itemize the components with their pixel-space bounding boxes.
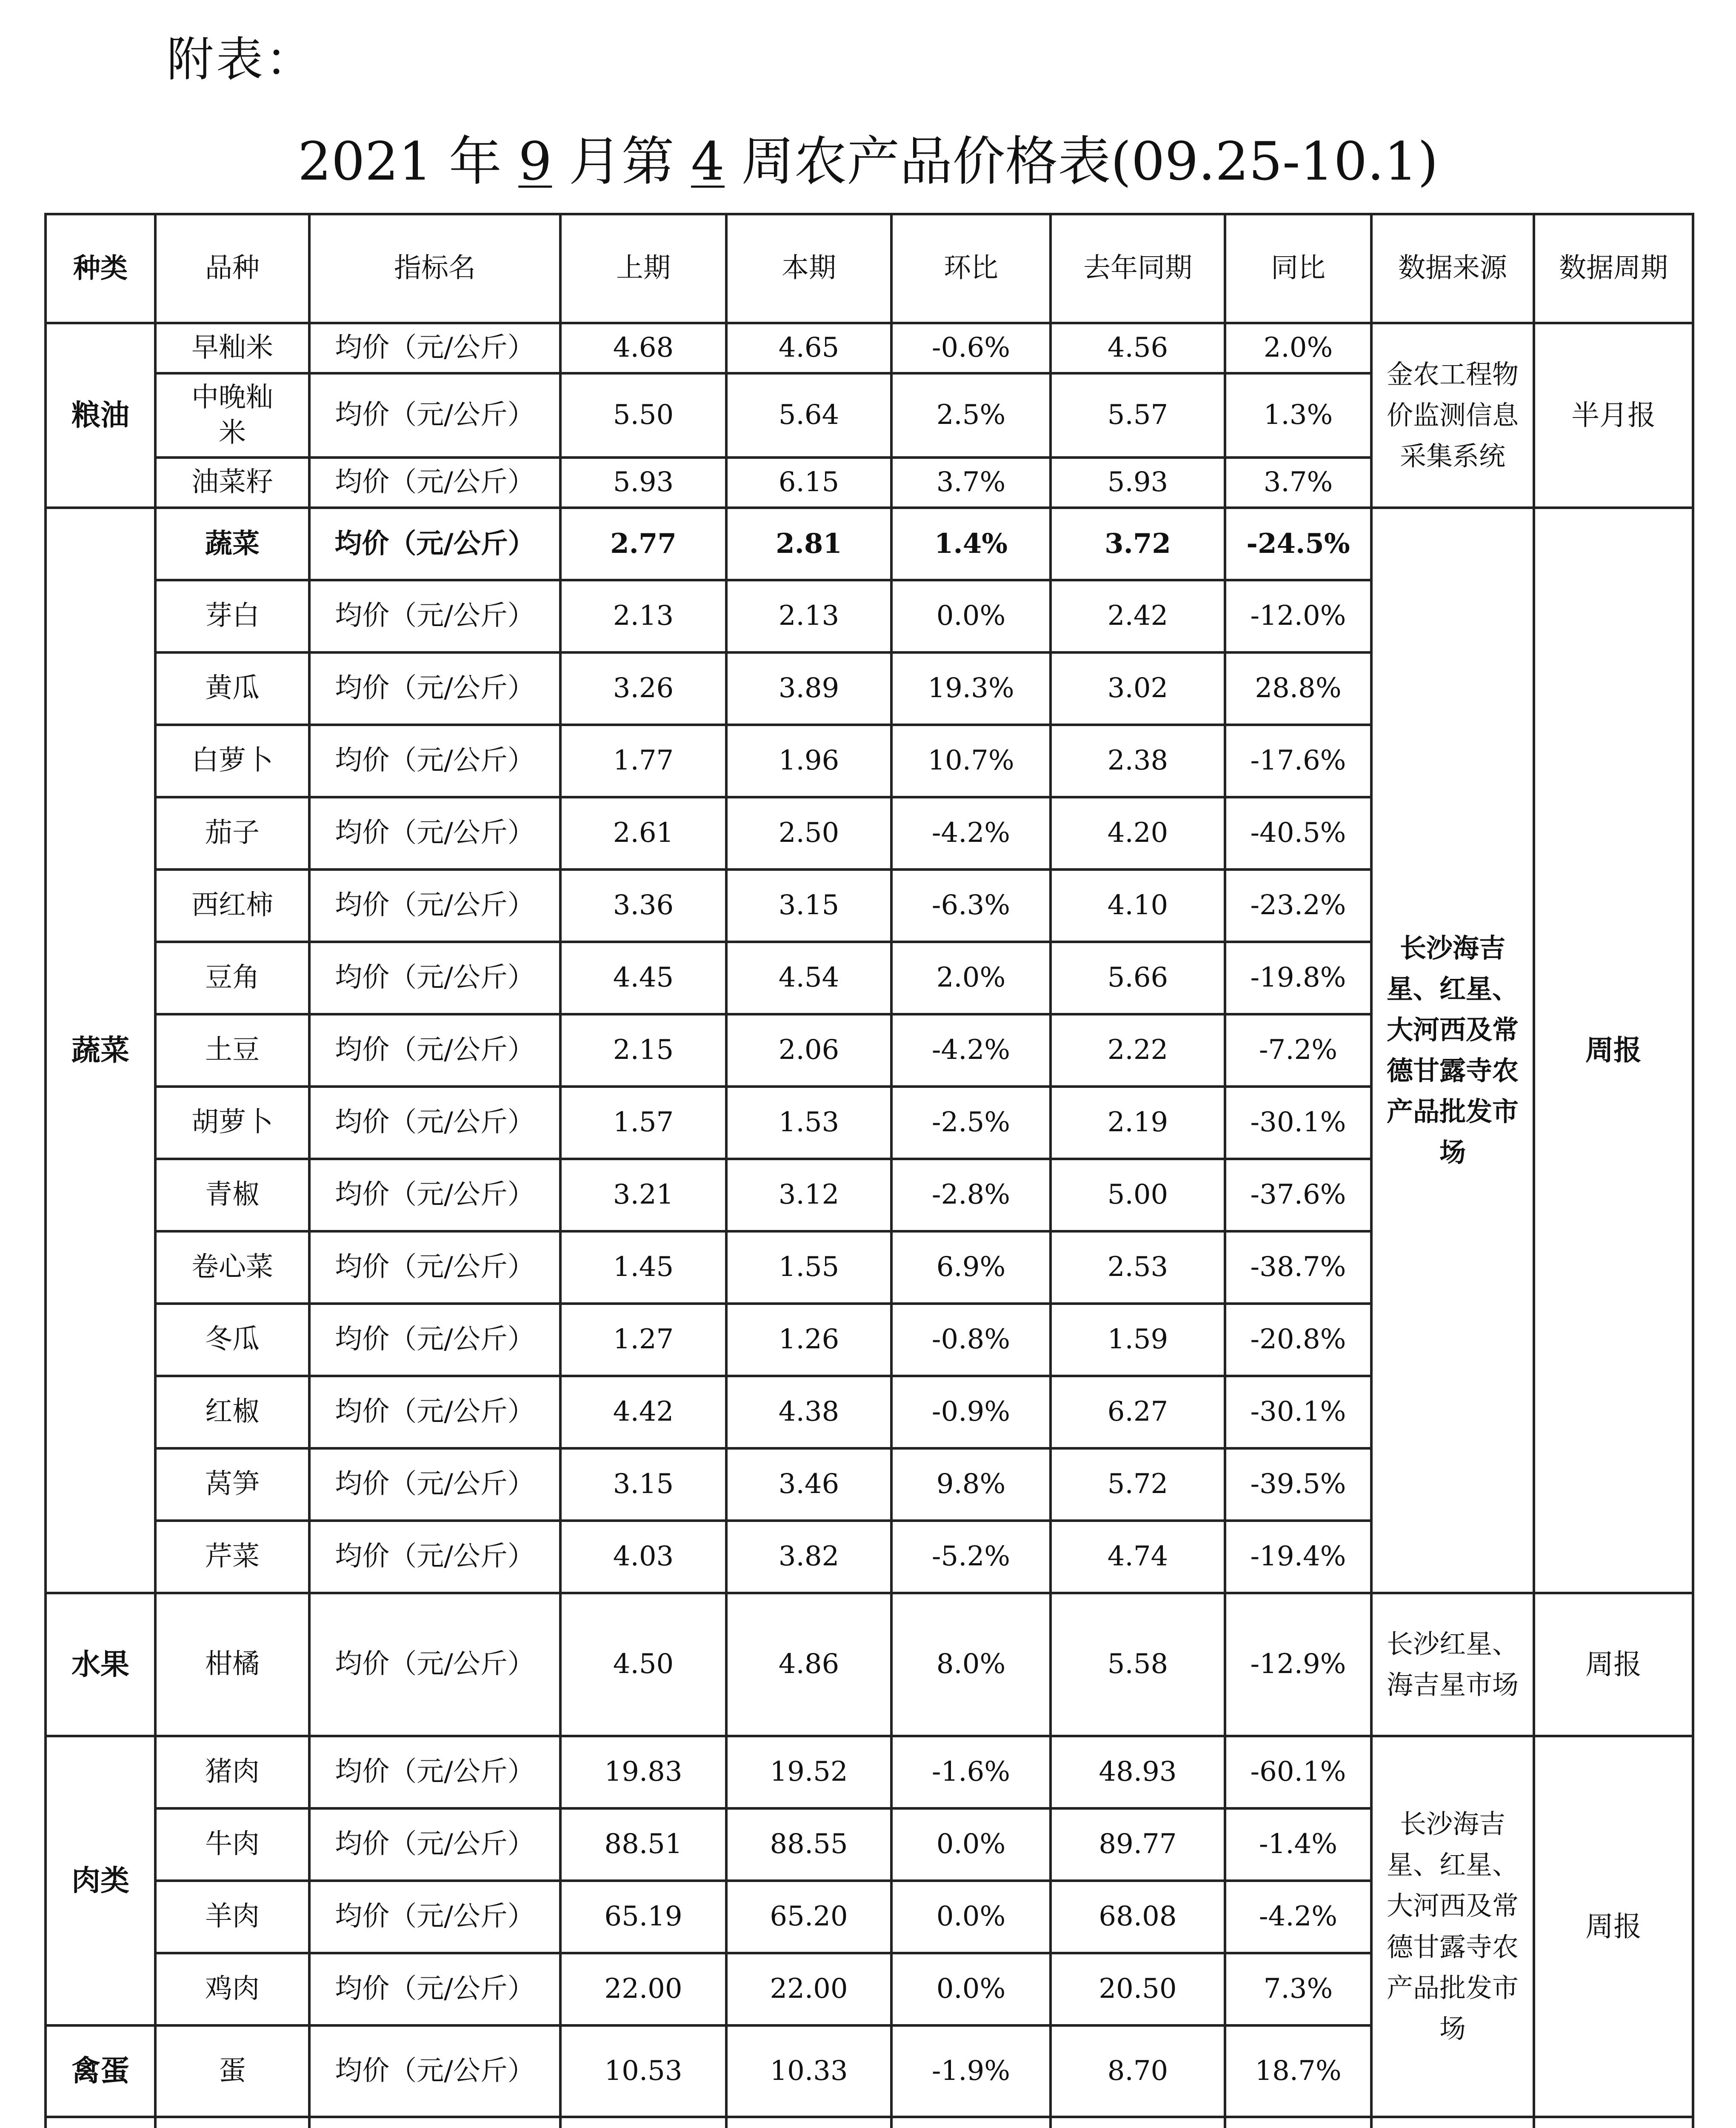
- mom-cell: 8.0%: [891, 1593, 1051, 1736]
- period-cell: 周报: [1534, 1736, 1693, 2117]
- table-row: [46, 323, 1693, 373]
- last-year-cell: 4.20: [1051, 797, 1225, 870]
- indicator-cell: 均价（元/公斤）: [309, 870, 560, 942]
- curr-cell: 4.38: [726, 1376, 891, 1448]
- mom-cell: 9.8%: [891, 1448, 1051, 1521]
- prev-cell: 1.45: [560, 1231, 726, 1304]
- header-cell-yoy: 同比: [1225, 214, 1371, 323]
- curr-cell: 19.52: [726, 1736, 891, 1808]
- prev-cell: 1.77: [560, 725, 726, 797]
- indicator-cell: 均价（元/公斤）: [309, 1593, 560, 1736]
- yoy-cell: -38.7%: [1225, 1231, 1371, 1304]
- period-cell: 半月报: [1534, 323, 1693, 508]
- mom-cell: -1.6%: [891, 1736, 1051, 1808]
- mom-cell: 0.0%: [891, 1953, 1051, 2025]
- yoy-cell: -17.6%: [1225, 725, 1371, 797]
- mom-cell: 1.4%: [891, 508, 1051, 580]
- variety-cell: 羊肉: [155, 1881, 309, 1953]
- category-cell: 水果: [46, 1593, 155, 1736]
- indicator-cell: 均价（元/公斤）: [309, 1087, 560, 1159]
- prev-cell: 1.27: [560, 1304, 726, 1376]
- variety-cell: 牛肉: [155, 1808, 309, 1881]
- indicator-cell: 均价（元/公斤）: [309, 1159, 560, 1231]
- source-cell: 长沙海吉星、红星、大河西及常德甘露寺农产品批发市场: [1371, 1736, 1534, 2117]
- indicator-cell: 均价（元/公斤）: [309, 652, 560, 725]
- variety-cell: 油菜籽: [155, 458, 309, 508]
- curr-cell: 10.33: [726, 2025, 891, 2117]
- header-cell-mom: 环比: [891, 214, 1051, 323]
- prev-cell: 2.61: [560, 797, 726, 870]
- prev-cell: 4.68: [560, 323, 726, 373]
- yoy-cell: -60.1%: [1225, 1736, 1371, 1808]
- last-year-cell: 4.10: [1051, 870, 1225, 942]
- indicator-cell: 均价（元/公斤）: [309, 1881, 560, 1953]
- prev-cell: 22.00: [560, 1953, 726, 2025]
- yoy-cell: -30.1%: [1225, 1087, 1371, 1159]
- mom-cell: 3.7%: [891, 458, 1051, 508]
- curr-cell: 2.81: [726, 508, 891, 580]
- page-title: [0, 119, 1736, 195]
- curr-cell: 2.50: [726, 797, 891, 870]
- last-year-cell: [1051, 2117, 1225, 2128]
- curr-cell: 3.82: [726, 1521, 891, 1593]
- category-cell: [46, 2117, 155, 2128]
- indicator-cell: 均价（元/公斤）: [309, 508, 560, 580]
- yoy-cell: -12.0%: [1225, 580, 1371, 652]
- header-cell-prev: 上期: [560, 214, 726, 323]
- variety-cell: 莴笋: [155, 1448, 309, 1521]
- last-year-cell: 4.74: [1051, 1521, 1225, 1593]
- header-cell-category: 种类: [46, 214, 155, 323]
- last-year-cell: 5.93: [1051, 458, 1225, 508]
- category-cell: 禽蛋: [46, 2025, 155, 2117]
- source-cell: 长沙海吉星、红星、大河西及常德甘露寺农产品批发市场: [1371, 508, 1534, 1593]
- prev-cell: 19.83: [560, 1736, 726, 1808]
- indicator-cell: 均价（元/公斤）: [309, 1521, 560, 1593]
- variety-cell: 豆角: [155, 942, 309, 1014]
- mom-cell: -1.9%: [891, 2025, 1051, 2117]
- last-year-cell: 5.57: [1051, 373, 1225, 458]
- period-cell: 周报: [1534, 1593, 1693, 1736]
- prev-cell: 1.57: [560, 1087, 726, 1159]
- yoy-cell: [1225, 2117, 1371, 2128]
- last-year-cell: 48.93: [1051, 1736, 1225, 1808]
- mom-cell: -2.5%: [891, 1087, 1051, 1159]
- last-year-cell: 3.02: [1051, 652, 1225, 725]
- header-cell-source: 数据来源: [1371, 214, 1534, 323]
- yoy-cell: -19.4%: [1225, 1521, 1371, 1593]
- prev-cell: 4.45: [560, 942, 726, 1014]
- variety-cell: 猪肉: [155, 1736, 309, 1808]
- table-body: [46, 323, 1693, 2128]
- mom-cell: 0.0%: [891, 1881, 1051, 1953]
- variety-cell: 茄子: [155, 797, 309, 870]
- mom-cell: -2.8%: [891, 1159, 1051, 1231]
- indicator-cell: 均价（元/公斤）: [309, 580, 560, 652]
- prev-cell: 2.15: [560, 1014, 726, 1087]
- curr-cell: 22.00: [726, 1953, 891, 2025]
- indicator-cell: 均价（元/公斤）: [309, 725, 560, 797]
- yoy-cell: -39.5%: [1225, 1448, 1371, 1521]
- yoy-cell: 28.8%: [1225, 652, 1371, 725]
- curr-cell: 4.86: [726, 1593, 891, 1736]
- mom-cell: -6.3%: [891, 870, 1051, 942]
- mom-cell: 0.0%: [891, 580, 1051, 652]
- indicator-cell: 均价（元/公斤）: [309, 942, 560, 1014]
- variety-cell: 蔬菜: [155, 508, 309, 580]
- yoy-cell: -23.2%: [1225, 870, 1371, 942]
- last-year-cell: 5.58: [1051, 1593, 1225, 1736]
- curr-cell: 1.53: [726, 1087, 891, 1159]
- curr-cell: 1.55: [726, 1231, 891, 1304]
- mom-cell: 19.3%: [891, 652, 1051, 725]
- yoy-cell: -12.9%: [1225, 1593, 1371, 1736]
- variety-cell: 胡萝卜: [155, 1087, 309, 1159]
- mom-cell: 2.0%: [891, 942, 1051, 1014]
- prev-cell: 10.53: [560, 2025, 726, 2117]
- variety-cell: 芹菜: [155, 1521, 309, 1593]
- category-cell: 肉类: [46, 1736, 155, 2025]
- yoy-cell: -30.1%: [1225, 1376, 1371, 1448]
- indicator-cell: 均价（元/公斤）: [309, 1808, 560, 1881]
- title-year-prefix: 2021 年: [297, 131, 519, 192]
- source-cell: [1371, 2117, 1534, 2128]
- mom-cell: -4.2%: [891, 1014, 1051, 1087]
- mom-cell: -0.8%: [891, 1304, 1051, 1376]
- last-year-cell: 2.53: [1051, 1231, 1225, 1304]
- prev-cell: 3.15: [560, 1448, 726, 1521]
- table-row: [46, 1593, 1693, 1736]
- yoy-cell: -37.6%: [1225, 1159, 1371, 1231]
- curr-cell: 6.15: [726, 458, 891, 508]
- last-year-cell: 2.38: [1051, 725, 1225, 797]
- mom-cell: 10.7%: [891, 725, 1051, 797]
- yoy-cell: -1.4%: [1225, 1808, 1371, 1881]
- indicator-cell: 均价（元/公斤）: [309, 373, 560, 458]
- variety-cell: 柑橘: [155, 1593, 309, 1736]
- curr-cell: 2.13: [726, 580, 891, 652]
- mom-cell: -5.2%: [891, 1521, 1051, 1593]
- indicator-cell: 均价（元/公斤）: [309, 1014, 560, 1087]
- indicator-cell: 均价（元/公斤）: [309, 323, 560, 373]
- mom-cell: 6.9%: [891, 1231, 1051, 1304]
- table-row: [46, 1736, 1693, 1808]
- yoy-cell: 3.7%: [1225, 458, 1371, 508]
- mom-cell: 2.5%: [891, 373, 1051, 458]
- prev-cell: [560, 2117, 726, 2128]
- curr-cell: 2.06: [726, 1014, 891, 1087]
- last-year-cell: 20.50: [1051, 1953, 1225, 2025]
- period-cell: 周报: [1534, 508, 1693, 1593]
- prev-cell: 4.50: [560, 1593, 726, 1736]
- source-cell: 长沙红星、海吉星市场: [1371, 1593, 1534, 1736]
- indicator-cell: 均价（元/公斤）: [309, 1448, 560, 1521]
- prev-cell: 88.51: [560, 1808, 726, 1881]
- prev-cell: 2.77: [560, 508, 726, 580]
- last-year-cell: 5.72: [1051, 1448, 1225, 1521]
- last-year-cell: 89.77: [1051, 1808, 1225, 1881]
- last-year-cell: 2.19: [1051, 1087, 1225, 1159]
- last-year-cell: 3.72: [1051, 508, 1225, 580]
- title-week-suffix: 周农产品价格表(09.25-10.1): [724, 131, 1439, 192]
- variety-cell: 白萝卜: [155, 725, 309, 797]
- table-row: [46, 508, 1693, 580]
- last-year-cell: 68.08: [1051, 1881, 1225, 1953]
- yoy-cell: -19.8%: [1225, 942, 1371, 1014]
- curr-cell: 3.15: [726, 870, 891, 942]
- title-month: 9: [518, 131, 552, 192]
- variety-cell: 中晚籼米: [155, 373, 309, 458]
- mom-cell: [891, 2117, 1051, 2128]
- indicator-cell: 均价（元/公斤）: [309, 2025, 560, 2117]
- variety-cell: 西红柿: [155, 870, 309, 942]
- header-cell-period: 数据周期: [1534, 214, 1693, 323]
- curr-cell: 3.46: [726, 1448, 891, 1521]
- indicator-cell: 均价（元/公斤）: [309, 458, 560, 508]
- yoy-cell: -24.5%: [1225, 508, 1371, 580]
- curr-cell: 1.26: [726, 1304, 891, 1376]
- mom-cell: 0.0%: [891, 1808, 1051, 1881]
- variety-cell: 黄瓜: [155, 652, 309, 725]
- last-year-cell: 2.42: [1051, 580, 1225, 652]
- mom-cell: -4.2%: [891, 797, 1051, 870]
- yoy-cell: -40.5%: [1225, 797, 1371, 870]
- curr-cell: 3.12: [726, 1159, 891, 1231]
- prev-cell: 4.42: [560, 1376, 726, 1448]
- header-cell-last-year: 去年同期: [1051, 214, 1225, 323]
- variety-cell: 卷心菜: [155, 1231, 309, 1304]
- curr-cell: 3.89: [726, 652, 891, 725]
- variety-cell: 芽白: [155, 580, 309, 652]
- indicator-cell: [309, 2117, 560, 2128]
- header-cell-curr: 本期: [726, 214, 891, 323]
- prev-cell: 3.26: [560, 652, 726, 725]
- yoy-cell: -4.2%: [1225, 1881, 1371, 1953]
- category-cell: 蔬菜: [46, 508, 155, 1593]
- variety-cell: [155, 2117, 309, 2128]
- yoy-cell: -7.2%: [1225, 1014, 1371, 1087]
- category-cell: 粮油: [46, 323, 155, 508]
- prev-cell: 5.93: [560, 458, 726, 508]
- curr-cell: 4.54: [726, 942, 891, 1014]
- table-row: [46, 2117, 1693, 2128]
- yoy-cell: 7.3%: [1225, 1953, 1371, 2025]
- prev-cell: 4.03: [560, 1521, 726, 1593]
- variety-cell: 青椒: [155, 1159, 309, 1231]
- last-year-cell: 6.27: [1051, 1376, 1225, 1448]
- indicator-cell: 均价（元/公斤）: [309, 1376, 560, 1448]
- appendix-label: 附表：: [167, 32, 315, 87]
- mom-cell: -0.9%: [891, 1376, 1051, 1448]
- last-year-cell: 2.22: [1051, 1014, 1225, 1087]
- table-header-row: [46, 214, 1693, 323]
- title-month-suffix: 月第: [552, 131, 691, 192]
- variety-cell: 早籼米: [155, 323, 309, 373]
- curr-cell: [726, 2117, 891, 2128]
- price-table: [44, 213, 1694, 2128]
- indicator-cell: 均价（元/公斤）: [309, 1953, 560, 2025]
- yoy-cell: 1.3%: [1225, 373, 1371, 458]
- prev-cell: 5.50: [560, 373, 726, 458]
- last-year-cell: 1.59: [1051, 1304, 1225, 1376]
- indicator-cell: 均价（元/公斤）: [309, 1304, 560, 1376]
- curr-cell: 88.55: [726, 1808, 891, 1881]
- last-year-cell: 4.56: [1051, 323, 1225, 373]
- yoy-cell: 2.0%: [1225, 323, 1371, 373]
- indicator-cell: 均价（元/公斤）: [309, 797, 560, 870]
- prev-cell: 3.36: [560, 870, 726, 942]
- period-cell: [1534, 2117, 1693, 2128]
- curr-cell: 1.96: [726, 725, 891, 797]
- yoy-cell: 18.7%: [1225, 2025, 1371, 2117]
- variety-cell: 蛋: [155, 2025, 309, 2117]
- variety-cell: 鸡肉: [155, 1953, 309, 2025]
- source-cell: 金农工程物价监测信息采集系统: [1371, 323, 1534, 508]
- prev-cell: 65.19: [560, 1881, 726, 1953]
- prev-cell: 3.21: [560, 1159, 726, 1231]
- title-week: 4: [691, 131, 725, 192]
- variety-cell: 冬瓜: [155, 1304, 309, 1376]
- last-year-cell: 5.00: [1051, 1159, 1225, 1231]
- indicator-cell: 均价（元/公斤）: [309, 1231, 560, 1304]
- yoy-cell: -20.8%: [1225, 1304, 1371, 1376]
- indicator-cell: 均价（元/公斤）: [309, 1736, 560, 1808]
- curr-cell: 5.64: [726, 373, 891, 458]
- header-cell-variety: 品种: [155, 214, 309, 323]
- variety-cell: 红椒: [155, 1376, 309, 1448]
- last-year-cell: 8.70: [1051, 2025, 1225, 2117]
- curr-cell: 4.65: [726, 323, 891, 373]
- curr-cell: 65.20: [726, 1881, 891, 1953]
- variety-cell: 土豆: [155, 1014, 309, 1087]
- prev-cell: 2.13: [560, 580, 726, 652]
- mom-cell: -0.6%: [891, 323, 1051, 373]
- last-year-cell: 5.66: [1051, 942, 1225, 1014]
- header-cell-indicator: 指标名: [309, 214, 560, 323]
